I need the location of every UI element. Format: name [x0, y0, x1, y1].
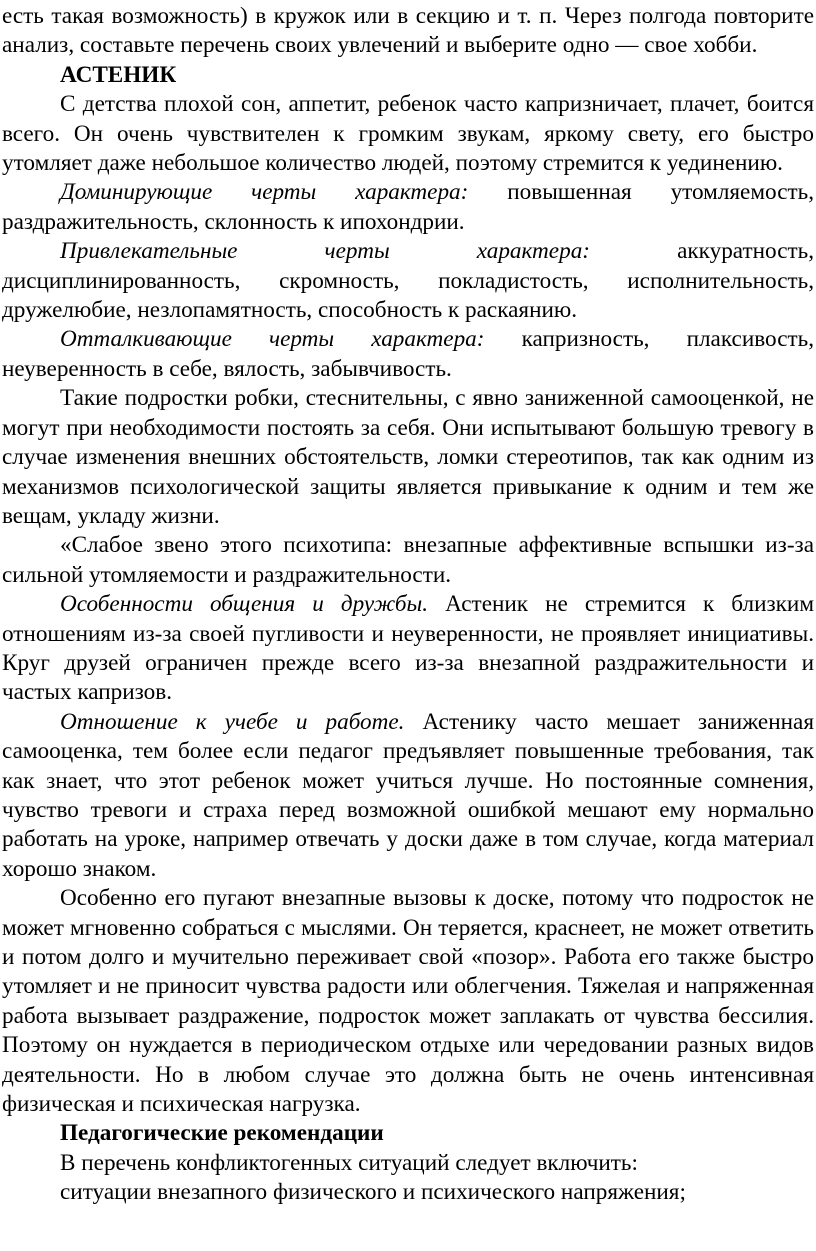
heading-pedagogical-recommendations: Педагогические рекомендации — [60, 1120, 384, 1147]
paragraph-sudden-calls: Особенно его пугают внезапные вызовы к доске, потому что подросток не может мгновенно собраться с мыслями. Он теряется, краснеет, не может ответить и потом долго и мучительно переживает свой «позор». Работа его также быстро утомляет и не приносит чувства радости или облегчения. Тяжелая и напряженная работа вызывает раздражение, подросток может заплакать от чувства бессилия. Поэтому он нуждается в периодическом отдыхе или чередовании разных видов деятельности. Но в любом случае это должна быть не очень интенсивная физическая и психическая нагрузка. — [2, 885, 814, 1118]
paragraph-intro-continuation: есть такая возможность) в кружок или в секцию и т. п. Через полгода повторите анализ, составьте перечень своих увлечений и выберите одно — свое хобби. — [2, 3, 814, 59]
label-repulsive-traits: Отталкивающие черты характера: — [60, 326, 485, 353]
label-communication: Особенности общения и дружбы. — [60, 591, 429, 618]
text-attractive-traits: аккуратность, дисциплинированность, скромность, покладистость, исполнительность, дружелюбие, незлопамятность, способность к раскаянию. — [2, 238, 814, 324]
paragraph-timid-teens: Такие подростки робки, стеснительны, с явно заниженной самооценкой, не могут при необходимости постоять за себя. Они испытывают большую тревогу в случае изменения внешних обстоятельств, ломки стереотипов, так как одним из механизмов психологической защиты является привыкание к одним и тем же вещам, укладу жизни. — [2, 385, 814, 529]
paragraph-conflict-list-intro: В перечень конфликтогенных ситуаций следует включить: — [60, 1149, 638, 1176]
paragraph-childhood: С детства плохой сон, аппетит, ребенок часто капризничает, плачет, боится всего. Он очень чувствителен к громким звукам, яркому свету, его быстро утомляет даже небольшое количество людей, поэтому стремится к уединению. — [2, 91, 814, 177]
heading-astenik: АСТЕНИК — [60, 61, 177, 88]
paragraph-study-work — [2, 708, 814, 884]
text-repulsive-traits: капризность, плаксивость, неуверенность в себе, вялость, забывчивость. — [2, 326, 814, 382]
text-communication: Астеник не стремится к близким отношениям из-за своей пугливости и неуверенности, не проявляет инициативы. Круг друзей ограничен прежде всего из-за внезапной раздражительности и частых капризов. — [2, 591, 814, 706]
paragraph-conflict-item-1: ситуации внезапного физического и психического напряжения; — [60, 1179, 686, 1206]
label-study-work: Отношение к учебе и работе. — [60, 708, 405, 735]
text-study-work: Астенику часто мешает заниженная самооценка, тем более если педагог предъявляет повышенные требования, так как знает, что этот ребенок может учиться лучше. Но постоянные сомнения, чувство тревоги и страха перед возможной ошибкой мешают ему нормально работать на уроке, например отвечать у доски даже в том случае, когда материал хорошо знаком. — [2, 708, 814, 882]
text-dominant-traits: повышенная утомляемость, раздражительность, склонность к ипохондрии. — [2, 179, 814, 235]
paragraph-repulsive-traits — [2, 325, 814, 384]
document-page — [0, 2, 816, 1251]
label-attractive-traits: Привлекательные черты характера: — [60, 238, 591, 265]
paragraph-attractive-traits — [2, 237, 814, 325]
paragraph-dominant-traits — [2, 178, 814, 237]
paragraph-communication — [2, 590, 814, 708]
paragraph-weak-link: «Слабое звено этого психотипа: внезапные аффективные вспышки из-за сильной утомляемости и раздражительности. — [2, 532, 814, 588]
label-dominant-traits: Доминирующие черты характера: — [60, 179, 469, 206]
